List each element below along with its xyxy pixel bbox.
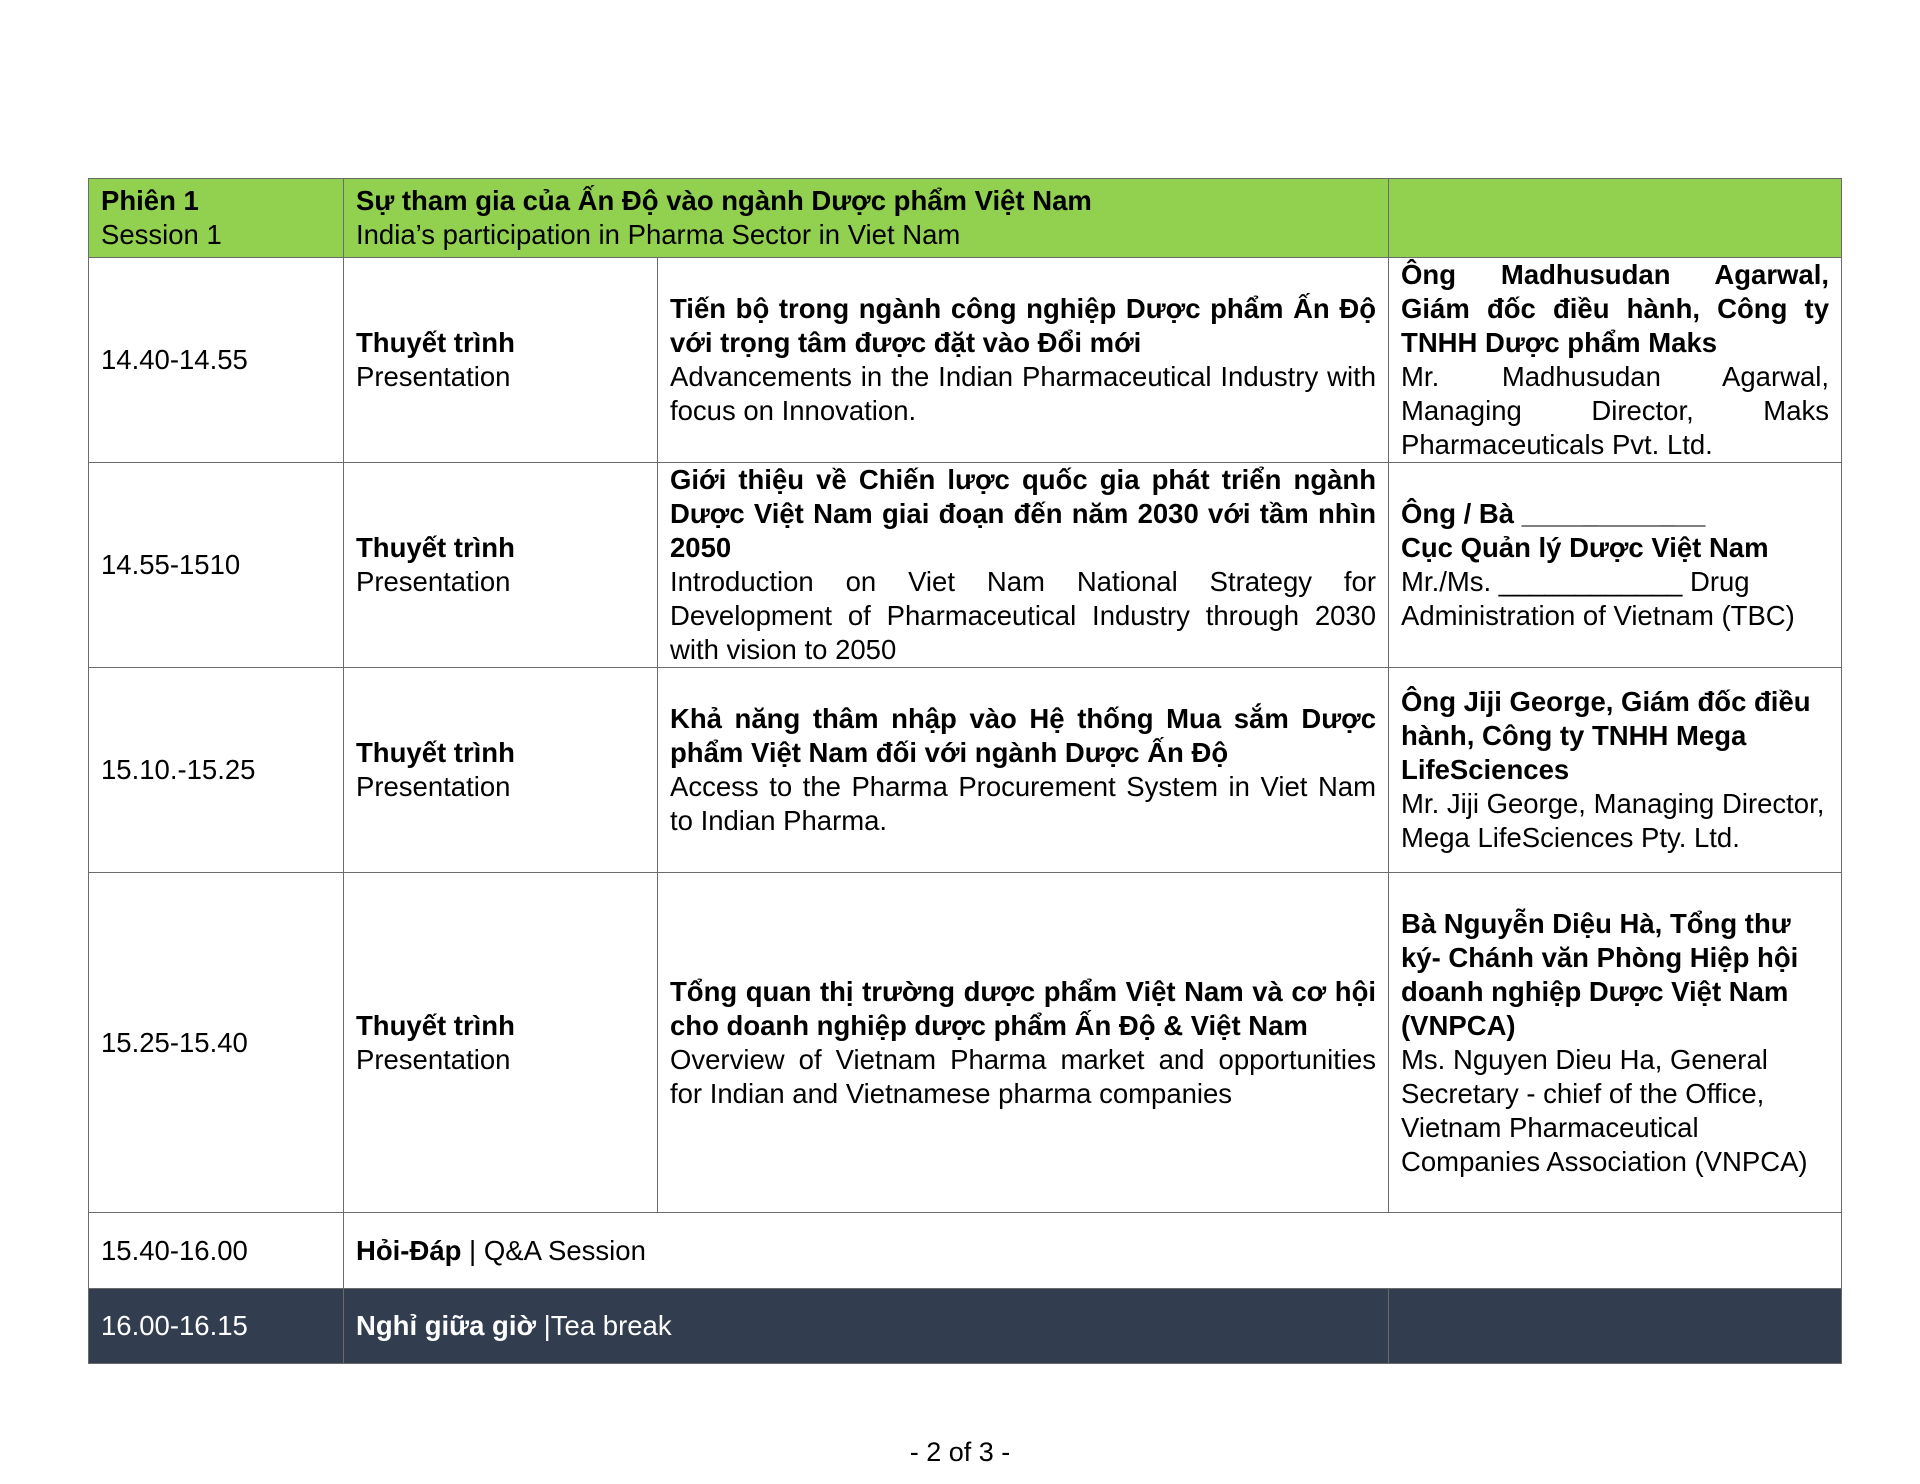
time-text: 14.55-1510 bbox=[101, 549, 241, 580]
topic-en: Advancements in the Indian Pharmaceutical Industry with focus on Innovation. bbox=[670, 361, 1377, 426]
agenda-table bbox=[88, 178, 1842, 1364]
type-cell bbox=[344, 258, 658, 463]
speaker-vn: Ông Madhusudan Agarwal, Giám đốc điều hành, Công ty TNHH Dược phẩm Maks bbox=[1401, 259, 1830, 358]
time-text: 15.40-16.00 bbox=[101, 1234, 248, 1266]
topic-vn: Giới thiệu về Chiến lược quốc gia phát triển ngành Dược Việt Nam giai đoạn đến năm 2030 với tầm nhìn 2050 bbox=[670, 464, 1377, 563]
qa-label-vn: Hỏi-Đáp bbox=[356, 1234, 462, 1266]
session-label-cell bbox=[89, 179, 344, 258]
time-cell bbox=[89, 1289, 344, 1364]
type-cell bbox=[344, 668, 658, 873]
speaker-vn-line1: Ông / Bà ____________ bbox=[1401, 498, 1706, 529]
type-cell bbox=[344, 463, 658, 668]
type-en: Presentation bbox=[356, 771, 511, 802]
type-vn: Thuyết trình bbox=[356, 737, 515, 768]
table-row bbox=[89, 258, 1842, 463]
speaker-en: Mr. Jiji George, Managing Director, Mega LifeSciences Pty. Ltd. bbox=[1401, 788, 1825, 853]
topic-cell bbox=[658, 258, 1389, 463]
session-title-cell bbox=[344, 179, 1389, 258]
time-cell bbox=[89, 463, 344, 668]
qa-label-en: | Q&A Session bbox=[461, 1234, 646, 1266]
speaker-en: Mr. Madhusudan Agarwal, Managing Director, Maks Pharmaceuticals Pvt. Ltd. bbox=[1401, 361, 1830, 460]
type-cell bbox=[344, 873, 658, 1213]
speaker-en: Mr./Ms. ____________ Drug Administration of Vietnam (TBC) bbox=[1401, 566, 1795, 631]
table-row bbox=[89, 873, 1842, 1213]
session-title-vn: Sự tham gia của Ấn Độ vào ngành Dược phẩm Việt Nam bbox=[356, 185, 1092, 216]
time-cell bbox=[89, 1213, 344, 1289]
topic-cell bbox=[658, 668, 1389, 873]
session-label-en: Session 1 bbox=[101, 219, 222, 250]
qa-row bbox=[89, 1213, 1842, 1289]
topic-vn: Tiến bộ trong ngành công nghiệp Dược phẩm Ấn Độ với trọng tâm được đặt vào Đổi mới bbox=[670, 293, 1377, 358]
tea-label-en: |Tea break bbox=[536, 1310, 672, 1341]
time-text: 15.10.-15.25 bbox=[101, 754, 256, 785]
time-text: 16.00-16.15 bbox=[101, 1310, 248, 1341]
type-en: Presentation bbox=[356, 361, 511, 392]
speaker-cell bbox=[1389, 668, 1842, 873]
session-label-vn: Phiên 1 bbox=[101, 185, 199, 216]
type-en: Presentation bbox=[356, 566, 511, 597]
tea-break-row bbox=[89, 1289, 1842, 1364]
topic-vn: Tổng quan thị trường dược phẩm Việt Nam và cơ hội cho doanh nghiệp dược phẩm Ấn Độ & Việt Nam bbox=[670, 975, 1377, 1041]
type-vn: Thuyết trình bbox=[356, 1009, 515, 1041]
speaker-cell bbox=[1389, 258, 1842, 463]
topic-en: Access to the Pharma Procurement System in Viet Nam to Indian Pharma. bbox=[670, 771, 1377, 836]
session-title-en: India’s participation in Pharma Sector in Viet Nam bbox=[356, 219, 961, 250]
speaker-cell bbox=[1389, 873, 1842, 1213]
speaker-vn-line2: Cục Quản lý Dược Việt Nam bbox=[1401, 532, 1769, 563]
topic-cell bbox=[658, 873, 1389, 1213]
session-header-row bbox=[89, 179, 1842, 258]
topic-vn: Khả năng thâm nhập vào Hệ thống Mua sắm Dược phẩm Việt Nam đối với ngành Dược Ấn Độ bbox=[670, 703, 1377, 768]
tea-empty-cell bbox=[1389, 1289, 1842, 1364]
topic-cell bbox=[658, 463, 1389, 668]
type-vn: Thuyết trình bbox=[356, 327, 515, 358]
type-vn: Thuyết trình bbox=[356, 532, 515, 563]
topic-en: Overview of Vietnam Pharma market and opportunities for Indian and Vietnamese pharma companies bbox=[670, 1043, 1377, 1109]
session-empty-cell bbox=[1389, 179, 1842, 258]
time-text: 15.25-15.40 bbox=[101, 1026, 248, 1058]
table-row bbox=[89, 463, 1842, 668]
speaker-en: Ms. Nguyen Dieu Ha, General Secretary - chief of the Office, Vietnam Pharmaceutical Companies Association (VNPCA) bbox=[1401, 1043, 1808, 1177]
speaker-vn: Ông Jiji George, Giám đốc điều hành, Công ty TNHH Mega LifeSciences bbox=[1401, 686, 1811, 785]
table-row bbox=[89, 668, 1842, 873]
time-text: 14.40-14.55 bbox=[101, 344, 248, 375]
time-cell bbox=[89, 873, 344, 1213]
time-cell bbox=[89, 668, 344, 873]
speaker-cell bbox=[1389, 463, 1842, 668]
type-en: Presentation bbox=[356, 1043, 511, 1075]
topic-en: Introduction on Viet Nam National Strategy for Development of Pharmaceutical Industry through 2030 with vision to 2050 bbox=[670, 566, 1377, 665]
page-number: - 2 of 3 - bbox=[909, 1437, 1011, 1467]
time-cell bbox=[89, 258, 344, 463]
tea-label-cell bbox=[344, 1289, 1389, 1364]
qa-label-cell bbox=[344, 1213, 1842, 1289]
speaker-vn: Bà Nguyễn Diệu Hà, Tổng thư ký- Chánh văn Phòng Hiệp hội doanh nghiệp Dược Việt Nam (VNPCA) bbox=[1401, 907, 1799, 1041]
tea-label-vn: Nghỉ giữa giờ bbox=[356, 1310, 537, 1341]
